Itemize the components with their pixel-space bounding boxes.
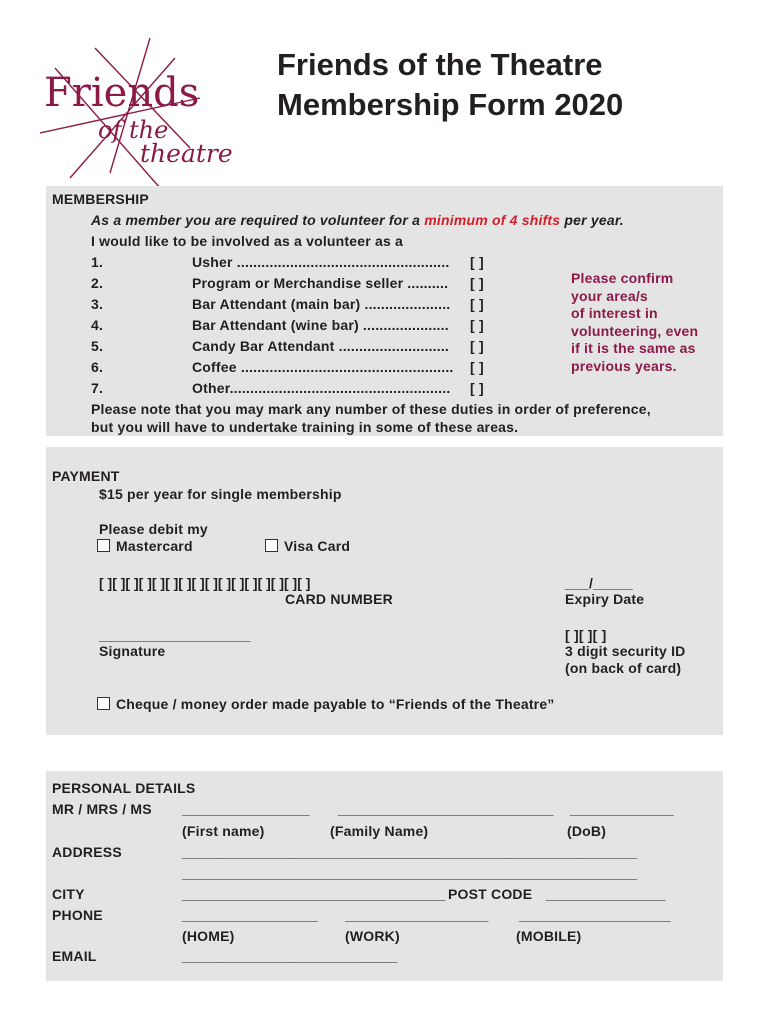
card-number-boxes[interactable]: [ ][ ][ ][ ][ ][ ][ ][ ][ ][ ][ ][ ][ ][ ][ ][ ] — [99, 575, 311, 591]
personal-details-heading: PERSONAL DETAILS — [52, 780, 196, 796]
role-checkbox-bar-wine[interactable]: [ ] — [470, 317, 484, 333]
city-label: CITY — [52, 886, 85, 902]
email-label: EMAIL — [52, 948, 97, 964]
role-label-coffee: Coffee .................................................... — [192, 359, 454, 375]
post-code-label: POST CODE — [448, 886, 533, 902]
role-checkbox-candy-bar[interactable]: [ ] — [470, 338, 484, 354]
page-title-line2: Membership Form 2020 — [277, 87, 624, 122]
logo-word-of-the: of the — [98, 116, 169, 144]
cheque-checkbox[interactable] — [97, 697, 110, 710]
mastercard-checkbox[interactable] — [97, 539, 110, 552]
role-checkbox-program-merchandise[interactable]: [ ] — [470, 275, 484, 291]
home-phone-label: (HOME) — [182, 928, 235, 944]
security-id-label: 3 digit security ID — [565, 643, 686, 659]
email-field[interactable]: ___________________________ — [182, 948, 398, 964]
role-label-bar-wine: Bar Attendant (wine bar) ..................... — [192, 317, 449, 333]
debit-label: Please debit my — [99, 521, 208, 537]
role-checkbox-bar-main[interactable]: [ ] — [470, 296, 484, 312]
role-checkbox-coffee[interactable]: [ ] — [470, 359, 484, 375]
work-phone-label: (WORK) — [345, 928, 400, 944]
role-label-bar-main: Bar Attendant (main bar) ..................... — [192, 296, 451, 312]
address-field-2[interactable]: _________________________________________________________ — [182, 865, 638, 881]
role-label-program-merchandise: Program or Merchandise seller .......... — [192, 275, 449, 291]
confirm-line: of interest in — [571, 305, 658, 321]
intro-text-before: As a member you are required to volunteer for a — [91, 212, 425, 228]
address-label: ADDRESS — [52, 844, 122, 860]
mastercard-option[interactable] — [97, 538, 193, 554]
logo-word-friends: Friends — [44, 70, 200, 116]
first-name-field[interactable]: ________________ — [182, 801, 310, 817]
visa-checkbox[interactable] — [265, 539, 278, 552]
preference-note-line2: but you will have to undertake training in some of these areas. — [91, 419, 519, 435]
visa-option[interactable] — [265, 538, 350, 554]
address-field-1[interactable]: _________________________________________________________ — [182, 844, 638, 860]
role-number-5: 5. — [91, 338, 104, 354]
mastercard-label: Mastercard — [116, 538, 193, 554]
cheque-label: Cheque / money order made payable to “Friends of the Theatre” — [116, 696, 555, 712]
visa-label: Visa Card — [284, 538, 351, 554]
home-phone-field[interactable]: _________________ — [182, 907, 318, 923]
friends-of-the-theatre-logo — [40, 38, 232, 188]
expiry-field[interactable]: ___/_____ — [565, 575, 633, 591]
card-number-label: CARD NUMBER — [285, 591, 393, 607]
preference-note-line1: Please note that you may mark any number of these duties in order of preference, — [91, 401, 651, 417]
role-number-2: 2. — [91, 275, 104, 291]
role-label-usher: Usher .................................................... — [192, 254, 450, 270]
membership-fee: $15 per year for single membership — [99, 486, 342, 502]
signature-label: Signature — [99, 643, 166, 659]
phone-label: PHONE — [52, 907, 103, 923]
post-code-field[interactable]: _______________ — [546, 886, 666, 902]
cheque-option[interactable] — [97, 696, 555, 712]
signature-field[interactable]: ___________________ — [99, 627, 251, 643]
role-number-3: 3. — [91, 296, 104, 312]
membership-heading: MEMBERSHIP — [52, 191, 149, 207]
confirm-line: Please confirm — [571, 270, 674, 286]
role-number-7: 7. — [91, 380, 104, 396]
dob-label: (DoB) — [567, 823, 607, 839]
role-label-other: Other...................................................... — [192, 380, 451, 396]
role-checkbox-usher[interactable]: [ ] — [470, 254, 484, 270]
page-title-line1: Friends of the Theatre — [277, 47, 603, 82]
city-field[interactable]: _________________________________ — [182, 886, 446, 902]
role-label-candy-bar: Candy Bar Attendant ........................... — [192, 338, 450, 354]
expiry-label: Expiry Date — [565, 591, 645, 607]
mobile-phone-field[interactable]: ___________________ — [519, 907, 671, 923]
security-id-boxes[interactable]: [ ][ ][ ] — [565, 627, 607, 643]
title-label: MR / MRS / MS — [52, 801, 152, 817]
first-name-label: (First name) — [182, 823, 265, 839]
logo-word-theatre: theatre — [140, 139, 232, 168]
family-name-label: (Family Name) — [330, 823, 429, 839]
dob-field[interactable]: _____________ — [570, 801, 674, 817]
role-number-6: 6. — [91, 359, 104, 375]
security-id-note: (on back of card) — [565, 660, 682, 676]
confirm-line: your area/s — [571, 287, 648, 304]
role-number-1: 1. — [91, 254, 104, 270]
confirm-line: volunteering, even — [571, 322, 699, 339]
role-checkbox-other[interactable]: [ ] — [470, 380, 484, 396]
confirm-interest-note — [571, 270, 698, 375]
involve-text: I would like to be involved as a volunteer as a — [91, 233, 404, 249]
intro-minimum-shifts: minimum of 4 shifts — [424, 212, 561, 228]
mobile-phone-label: (MOBILE) — [516, 928, 582, 944]
confirm-line: if it is the same as — [571, 340, 696, 356]
confirm-line: previous years. — [571, 357, 677, 374]
membership-intro — [91, 212, 624, 228]
intro-text-after: per year. — [560, 212, 624, 228]
role-number-4: 4. — [91, 317, 104, 333]
payment-heading: PAYMENT — [52, 468, 120, 484]
family-name-field[interactable]: ___________________________ — [338, 801, 554, 817]
work-phone-field[interactable]: __________________ — [345, 907, 489, 923]
